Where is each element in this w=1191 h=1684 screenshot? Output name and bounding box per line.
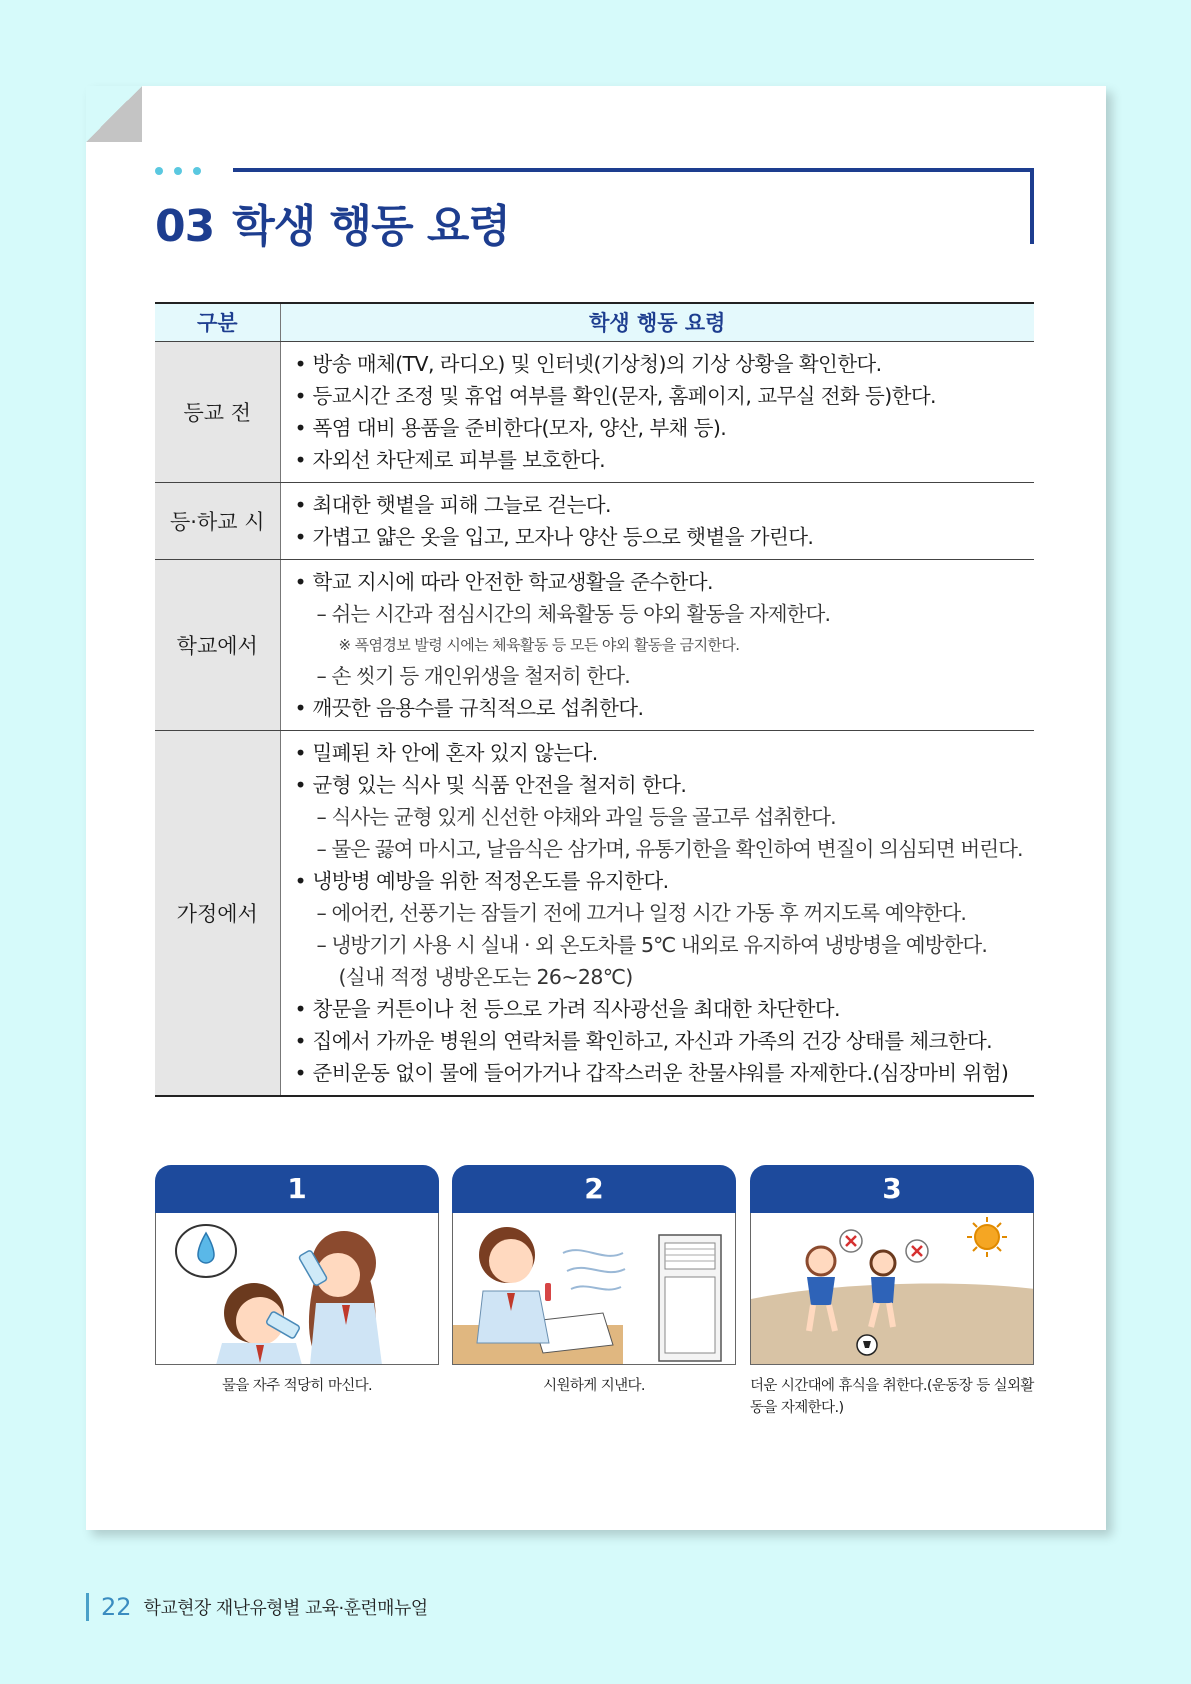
bullet-item: • 폭염 대비 용품을 준비한다(모자, 양산, 부채 등). — [295, 412, 1025, 444]
air-conditioner-illustration — [452, 1213, 736, 1365]
bullet-item: • 자외선 차단제로 피부를 보호한다. — [295, 444, 1025, 476]
row-category: 가정에서 — [155, 730, 280, 1096]
bullet-item: • 학교 지시에 따라 안전한 학교생활을 준수한다. — [295, 566, 1025, 598]
bullet-item: • 등교시간 조정 및 휴업 여부를 확인(문자, 홈페이지, 교무실 전화 등)한다. — [295, 380, 1025, 412]
paren-note: (실내 적정 냉방온도는 26~28℃) — [338, 964, 633, 989]
title-dots — [155, 167, 201, 175]
section-title-text: 학생 행동 요령 — [232, 201, 510, 252]
bullet-item: • 방송 매체(TV, 라디오) 및 인터넷(기상청)의 기상 상황을 확인한다. — [295, 348, 1025, 380]
drinking-water-illustration — [155, 1213, 439, 1365]
footer-title: 학교현장 재난유형별 교육·훈련매뉴얼 — [143, 1598, 428, 1619]
note-item: ※ 폭염경보 발령 시에는 체육활동 등 모든 야외 활동을 금지한다. — [338, 635, 740, 654]
bullet-item: • 균형 있는 식사 및 식품 안전을 철저히 한다. — [295, 769, 1025, 801]
card-2 — [452, 1165, 736, 1397]
row-guidelines — [280, 730, 1034, 1096]
page-footer — [86, 1593, 428, 1621]
column-header-guidelines: 학생 행동 요령 — [280, 303, 1034, 341]
table-row — [155, 482, 1034, 559]
row-guidelines — [280, 559, 1034, 730]
row-category: 학교에서 — [155, 559, 280, 730]
sub-item: – 식사는 균형 있게 신선한 야채와 과일 등을 골고루 섭취한다. — [316, 804, 836, 829]
card-caption: 더운 시간대에 휴식을 취한다.(운동장 등 실외활동을 자제한다.) — [750, 1378, 1034, 1416]
sub-item: – 물은 끓여 마시고, 날음식은 삼가며, 유통기한을 확인하여 변질이 의심되면 버린다. — [316, 836, 1023, 861]
row-guidelines — [280, 482, 1034, 559]
card-number: 2 — [452, 1165, 736, 1213]
table-row — [155, 559, 1034, 730]
column-header-category: 구분 — [155, 303, 280, 341]
sub-item: – 쉬는 시간과 점심시간의 체육활동 등 야외 활동을 자제한다. — [316, 601, 831, 626]
row-guidelines — [280, 341, 1034, 482]
bullet-item: • 집에서 가까운 병원의 연락처를 확인하고, 자신과 가족의 건강 상태를 체크한다. — [295, 1025, 1025, 1057]
card-caption: 시원하게 지낸다. — [543, 1378, 645, 1394]
card-1 — [155, 1165, 439, 1397]
card-caption: 물을 자주 적당히 마신다. — [221, 1378, 373, 1394]
no-outdoor-play-illustration — [750, 1213, 1034, 1365]
bullet-item: • 창문을 커튼이나 천 등으로 가려 직사광선을 최대한 차단한다. — [295, 993, 1025, 1025]
card-3 — [750, 1165, 1034, 1419]
bullet-item: • 가볍고 얇은 옷을 입고, 모자나 양산 등으로 햇볕을 가린다. — [295, 521, 1025, 553]
card-number: 3 — [750, 1165, 1034, 1213]
card-number: 1 — [155, 1165, 439, 1213]
bullet-item: • 밀폐된 차 안에 혼자 있지 않는다. — [295, 737, 1025, 769]
table-header-row — [155, 303, 1034, 341]
section-title — [155, 190, 510, 254]
sub-item: – 냉방기기 사용 시 실내 · 외 온도차를 5℃ 내외로 유지하여 냉방병을 예방한다. — [316, 932, 987, 957]
behavior-table — [155, 302, 1034, 1097]
row-category: 등·하교 시 — [155, 482, 280, 559]
bullet-item: • 최대한 햇볕을 피해 그늘로 걷는다. — [295, 489, 1025, 521]
sub-item: – 손 씻기 등 개인위생을 철저히 한다. — [316, 663, 630, 688]
table-row — [155, 730, 1034, 1096]
bullet-item: • 냉방병 예방을 위한 적정온도를 유지한다. — [295, 865, 1025, 897]
bullet-item: • 깨끗한 음용수를 규칙적으로 섭취한다. — [295, 692, 1025, 724]
section-number: 03 — [155, 201, 215, 252]
table-row — [155, 341, 1034, 482]
title-rule-vertical — [1030, 168, 1034, 244]
page-number: 22 — [101, 1593, 132, 1621]
page-fold-corner — [86, 86, 142, 142]
footer-bar — [86, 1593, 89, 1621]
row-category: 등교 전 — [155, 341, 280, 482]
title-rule — [233, 168, 1033, 172]
sub-item: – 에어컨, 선풍기는 잠들기 전에 끄거나 일정 시간 가동 후 꺼지도록 예약한다. — [316, 900, 966, 925]
bullet-item: • 준비운동 없이 물에 들어가거나 갑작스러운 찬물샤워를 자제한다.(심장마비 위험) — [295, 1057, 1025, 1089]
